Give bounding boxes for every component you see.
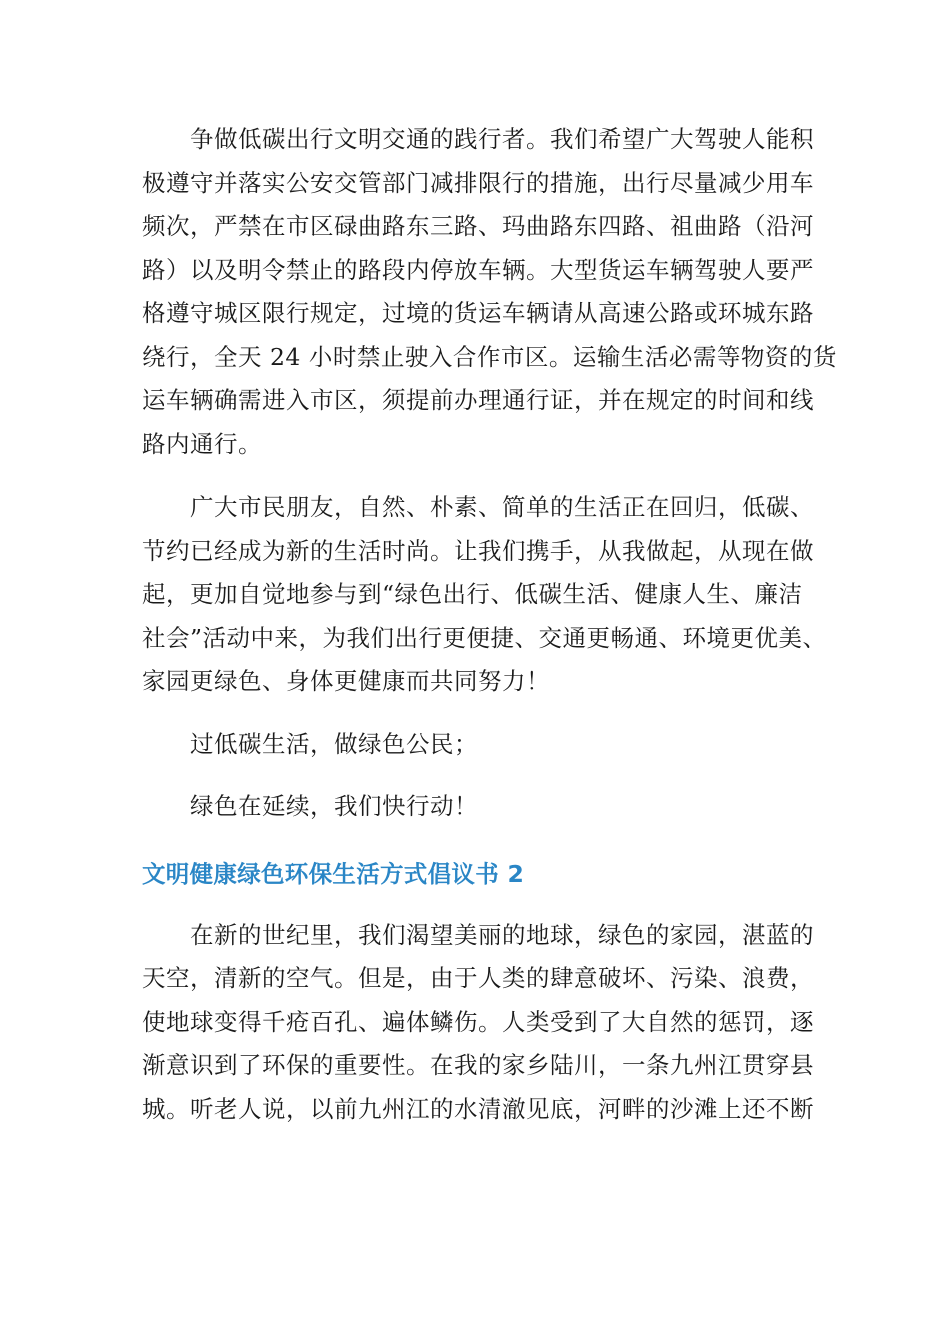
section-heading: 文明健康绿色环保生活方式倡议书 2 bbox=[142, 859, 525, 888]
text-line: 起，更加自觉地参与到“绿色出行、低碳生活、健康人生、廉洁 bbox=[142, 580, 803, 608]
slogan-line-1 bbox=[142, 723, 822, 767]
text-line: 节约已经成为新的生活时尚。让我们携手，从我做起，从现在做 bbox=[142, 536, 814, 565]
text-line: 渐意识到了环保的重要性。在我的家乡陆川，一条九州江贯穿县 bbox=[142, 1051, 814, 1079]
text-line: 运车辆确需进入市区，须提前办理通行证，并在规定的时间和线 bbox=[142, 386, 814, 414]
text-line: 绕行，全天 24 小时禁止驶入合作市区。运输生活必需等物资的货 bbox=[142, 342, 837, 371]
slogan-line-2 bbox=[142, 785, 822, 829]
text-line: 路内通行。 bbox=[142, 429, 262, 458]
text-line: 城。听老人说，以前九州江的水清澈见底，河畔的沙滩上还不断 bbox=[142, 1094, 814, 1123]
document-page bbox=[142, 118, 837, 1131]
text-line: 天空，清新的空气。但是，由于人类的肆意破坏、污染、浪费， bbox=[142, 964, 814, 992]
text-line: 家园更绿色、身体更健康而共同努力！ bbox=[142, 667, 550, 695]
text-line: 格遵守城区限行规定，过境的货运车辆请从高速公路或环城东路 bbox=[142, 299, 814, 327]
text-line: 广大市民朋友，自然、朴素、简单的生活正在回归，低碳、 bbox=[190, 493, 814, 521]
text-line: 过低碳生活，做绿色公民； bbox=[190, 729, 478, 758]
paragraph-citizens-appeal bbox=[142, 486, 827, 704]
text-line: 绿色在延续，我们快行动！ bbox=[190, 792, 478, 820]
text-line: 争做低碳出行文明交通的践行者。我们希望广大驾驶人能积 bbox=[190, 125, 814, 153]
text-line: 社会”活动中来，为我们出行更便捷、交通更畅通、环境更优美、 bbox=[142, 623, 827, 652]
text-line: 使地球变得千疮百孔、遍体鳞伤。人类受到了大自然的惩罚，逐 bbox=[142, 1007, 814, 1036]
text-line: 在新的世纪里，我们渴望美丽的地球，绿色的家园，湛蓝的 bbox=[190, 920, 814, 949]
text-line: 极遵守并落实公安交管部门减排限行的措施，出行尽量减少用车 bbox=[142, 168, 814, 197]
paragraph-low-carbon-travel bbox=[142, 118, 837, 466]
paragraph-new-century bbox=[142, 914, 822, 1132]
text-line: 频次，严禁在市区碌曲路东三路、玛曲路东四路、祖曲路（沿河 bbox=[142, 212, 814, 240]
text-line: 路）以及明令禁止的路段内停放车辆。大型货运车辆驾驶人要严 bbox=[142, 255, 814, 284]
